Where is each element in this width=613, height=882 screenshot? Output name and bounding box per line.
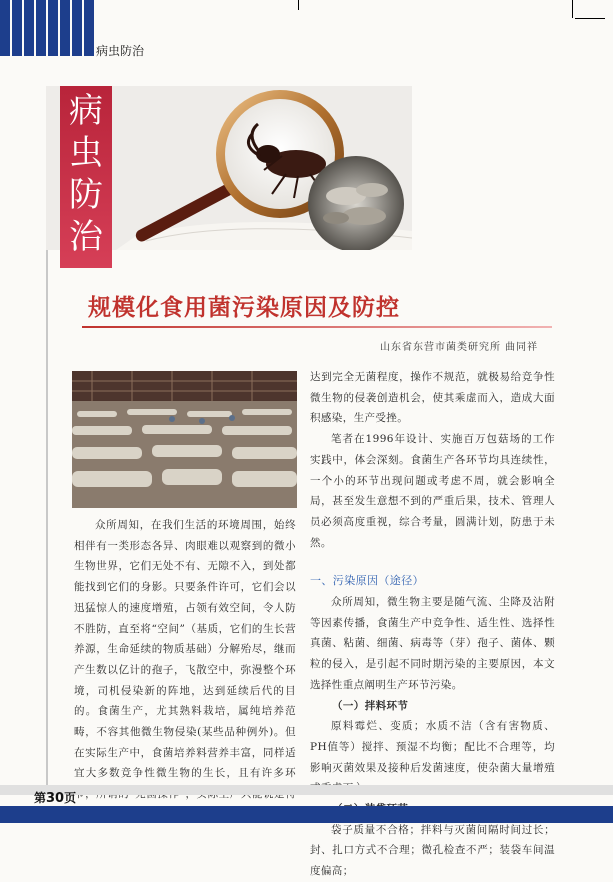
- subsection-heading: （一）拌料环节: [332, 699, 409, 712]
- left-divider: [46, 250, 48, 788]
- page-number: [34, 789, 76, 806]
- section-heading: 一、污染原因（途径）: [310, 574, 424, 588]
- paragraph: 袋子质量不合格；拌料与灭菌间隔时间过长；封、扎口方式不合理；微孔检查不严；装袋车间温度偏高；: [310, 823, 555, 878]
- article-author: 山东省东营市菌类研究所 曲同祥: [380, 342, 539, 353]
- greenhouse-photo: [72, 371, 297, 508]
- side-title-banner: 病虫防治: [60, 86, 112, 268]
- footer-bar: [0, 806, 613, 823]
- title-underline: [82, 326, 552, 328]
- footer-band: [0, 785, 613, 795]
- paragraph: 原料霉烂、变质；水质不洁（含有害物质、PH值等）搅拌、预湿不均衡；配比不合理等，均影响灭菌效果及接种后发菌速度，使杂菌大量增殖: [310, 720, 555, 774]
- crop-mark: [575, 18, 605, 19]
- paragraph: 众所周知，微生物主要是随气流、尘降及沾附等因素传播，食菌生产中竞争性、适生性、选择性真菌、粘菌、细菌、病毒等（芽）孢子、菌体、颗粒的侵入，是引起不同时期污染的主要原因，本文选择性重点阐明生产环节污染。: [310, 596, 555, 691]
- paragraph: 达到完全无菌程度，操作不规范，就极易给竞争性微生物的侵袭创造机会，使其乘虚而入，造成大面积感染，生产受挫。: [310, 371, 555, 425]
- section-label: 病虫防治: [96, 44, 145, 58]
- right-column-text: [310, 367, 555, 882]
- mushroom-greenhouse-image: [72, 371, 297, 508]
- paragraph: 众所周知，在我们生活的环境周围，始终相伴有一类形态各异、肉眼难以观察到的微小生物世界，它们无处不有、无隙不入，到处都能找到它们的身影。只要条件许可，它们会以迅猛惊人的速度增殖，占领有效空间，令人防不胜防，直至将“空间”（基质，它们的生长营养源，生命延续的物质基础）分解殆尽，继而产生数以亿计的孢子，飞散空中，弥漫整个环境，司机侵染新的阵地，达到延续后代的目的。食菌生产，尤其熟料栽培，属纯培养范畴，不容其他微生物侵染(某些品种例外)。但在实际生产中，食菌培养料营养丰富，同样适宜大多数竞争性微生物的生长，且有许多环: [74, 519, 296, 780]
- paragraph: 笔者在1996年设计、实施百万包菇场的工作实践中，体会深刻。食菌生产各环节均具连续性，一个小的环节出现问题或考虑不周，就会影响全局，甚至发生意想不到的严重后果，技术、管理人员必须高度重视，综合考量，圆满计划，防患于未然。: [310, 433, 555, 549]
- left-column-text: [74, 515, 296, 826]
- page-suffix: 页: [64, 791, 77, 805]
- crop-mark: [298, 0, 299, 10]
- page-prefix: 第: [34, 791, 47, 805]
- crop-mark: [572, 0, 573, 18]
- page-number-value: 30: [46, 791, 65, 806]
- article-title: 规模化食用菌污染原因及防控: [88, 294, 400, 321]
- color-registration-bars: [0, 0, 100, 56]
